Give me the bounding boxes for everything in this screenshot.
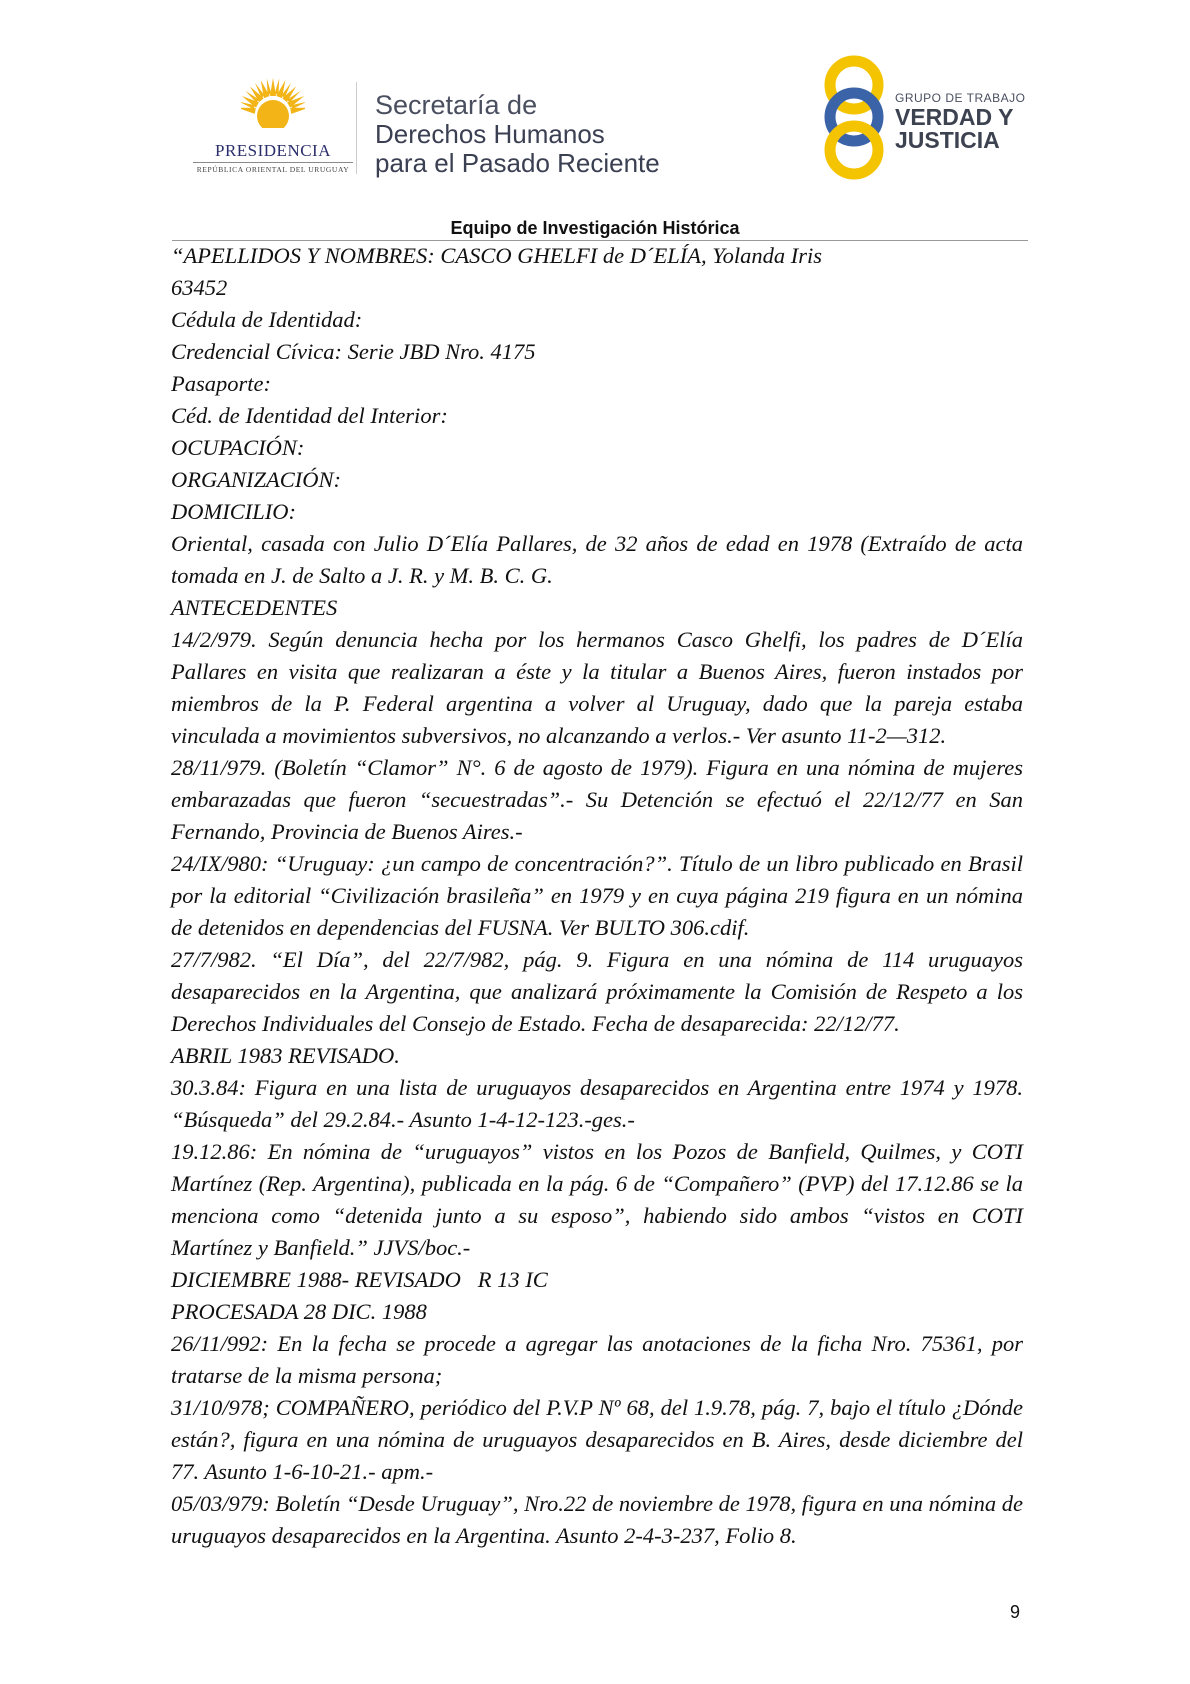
team-heading: Equipo de Investigación Histórica [450,218,740,238]
justicia-label: JUSTICIA [895,127,1000,153]
paragraph: 26/11/992: En la fecha se procede a agregar las anotaciones de la ficha Nro. 75361, por tratarse de la misma persona; [171,1331,1023,1388]
paragraph: Credencial Cívica: Serie JBD Nro. 4175 [171,339,536,364]
rings-icon [820,55,888,180]
paragraph: 31/10/978; COMPAÑERO, periódico del P.V.P Nº 68, del 1.9.78, pág. 7, bajo el título ¿Dónde están?, figura en una nómina de uruguayos desaparecidos en B. Aires, desde diciembre del 77. Asunto 1-6-10-21.- apm.- [171,1395,1023,1484]
verdad-justicia-logo [820,55,1040,180]
paragraph: Cédula de Identidad: [171,307,363,332]
paragraph: ANTECEDENTES [171,595,338,620]
paragraph: 27/7/982. “El Día”, del 22/7/982, pág. 9. Figura en una nómina de 114 uruguayos desaparecidos en la Argentina, que analizará próximamente la Comisión de Respeto a los Derechos Individuales del Consejo de Estado. Fecha de desaparecida: 22/12/77. [171,947,1023,1036]
verdad-label: VERDAD Y [895,104,1014,130]
grupo-trabajo-label: GRUPO DE TRABAJO [895,91,1026,105]
paragraph: Pasaporte: [171,371,271,396]
paragraph: Oriental, casada con Julio D´Elía Pallares, de 32 años de edad en 1978 (Extraído de acta tomada en J. de Salto a J. R. y M. B. C. G. [171,531,1023,588]
sun-icon [241,78,305,140]
page-number: 9 [1010,1602,1021,1622]
presidencia-title: PRESIDENCIA [214,141,331,160]
paragraph: 63452 [171,275,228,300]
header-divider [356,82,357,174]
secretaria-title [375,90,660,178]
presidencia-subtitle: REPÚBLICA ORIENTAL DEL URUGUAY [196,165,350,174]
paragraph: 24/IX/980: “Uruguay: ¿un campo de concentración?”. Título de un libro publicado en Brasil por la editorial “Civilización brasileña” en 1979 y en cuya página 219 figura en un nómina de detenidos en dependencias del FUSNA. Ver BULTO 306.cdif. [171,851,1023,940]
paragraph: 28/11/979. (Boletín “Clamor” N°. 6 de agosto de 1979). Figura en una nómina de mujeres embarazadas que fueron “secuestradas”.- Su Detención se efectuó el 22/12/77 en San Fernando, Provincia de Buenos Aires.- [171,755,1023,844]
paragraph: “APELLIDOS Y NOMBRES: CASCO GHELFI de D´ELÍA, Yolanda Iris [171,243,823,268]
paragraph: 30.3.84: Figura en una lista de uruguayos desaparecidos en Argentina entre 1974 y 1978. “Búsqueda” del 29.2.84.- Asunto 1-4-12-123.-ges.- [171,1075,1023,1132]
paragraph: DOMICILIO: [171,499,296,524]
secretaria-line-3: para el Pasado Reciente [375,148,660,178]
document-body [171,240,1023,1552]
presidencia-logo [193,78,353,178]
paragraph: Céd. de Identidad del Interior: [171,403,448,428]
paragraph: ABRIL 1983 REVISADO. [171,1043,400,1068]
secretaria-line-2: Derechos Humanos [375,119,605,149]
paragraph: 05/03/979: Boletín “Desde Uruguay”, Nro.22 de noviembre de 1978, figura en una nómina de uruguayos desaparecidos en la Argentina. Asunto 2-4-3-237, Folio 8. [171,1491,1023,1548]
secretaria-line-1: Secretaría de [375,90,538,120]
presidencia-divider [193,162,353,163]
paragraph: OCUPACIÓN: [171,435,305,460]
paragraph: 14/2/979. Según denuncia hecha por los hermanos Casco Ghelfi, los padres de D´Elía Pallares en visita que realizaran a éste y la titular a Buenos Aires, fueron instados por miembros de la P. Federal argentina a volver al Uruguay, dado que la pareja estaba vinculada a movimientos subversivos, no alcanzando a verlos.- Ver asunto 11-2—312. [171,627,1023,748]
paragraph: ORGANIZACIÓN: [171,467,341,492]
paragraph: PROCESADA 28 DIC. 1988 [171,1299,427,1324]
paragraph: 19.12.86: En nómina de “uruguayos” vistos en los Pozos de Banfield, Quilmes, y COTI Martínez (Rep. Argentina), publicada en la pág. 6 de “Compañero” (PVP) del 17.12.86 se la menciona como “detenida junto a su esposo”, habiendo sido ambos “vistos en COTI Martínez y Banfield.” JJVS/boc.- [171,1139,1023,1260]
paragraph: DICIEMBRE 1988- REVISADO R 13 IC [171,1267,548,1292]
